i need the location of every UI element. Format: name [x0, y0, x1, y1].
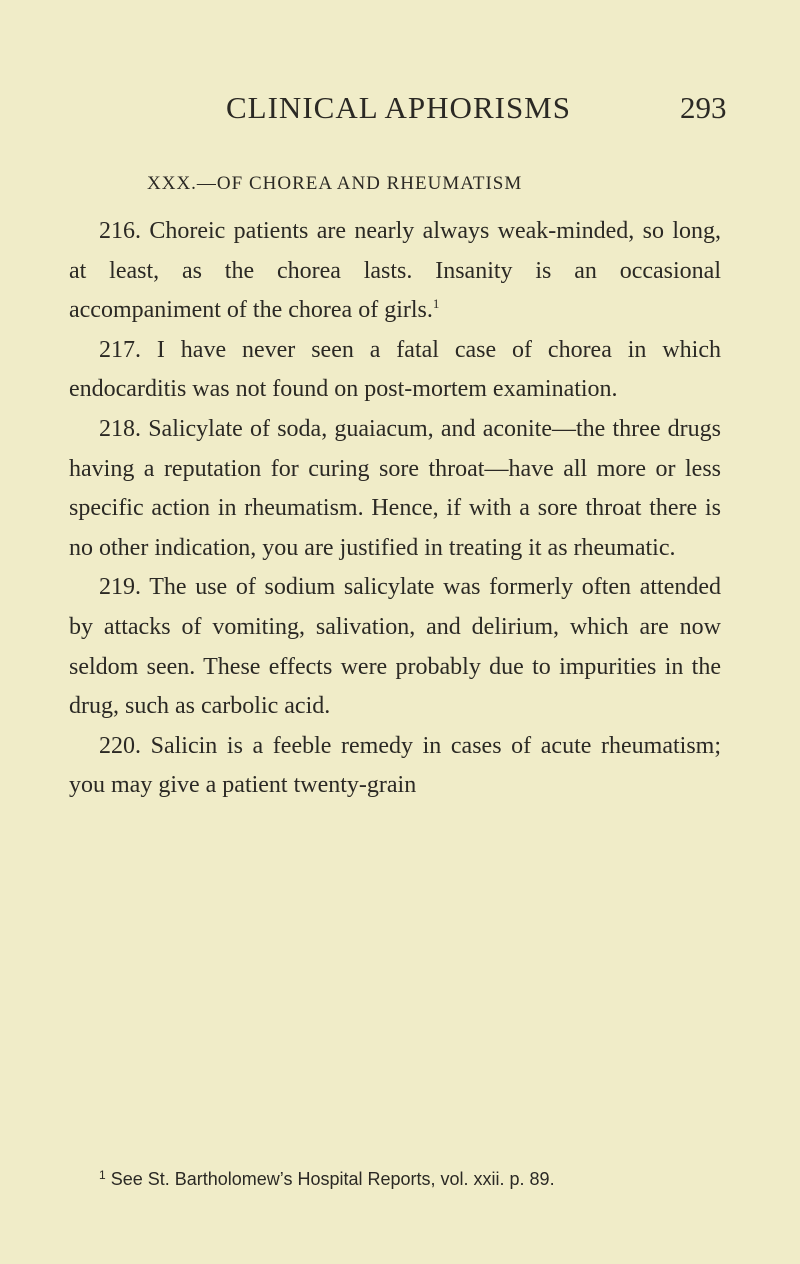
footnote-reference: 1 [432, 296, 440, 312]
footnote-mark: 1 [99, 1168, 106, 1182]
footnote [99, 1166, 739, 1192]
section-heading: XXX.—OF CHOREA AND RHEUMATISM [147, 173, 523, 194]
aphorism-216 [69, 212, 721, 331]
aphorism-216-text: 216. Choreic patients are nearly always weak-minded, so long, at least, as the chorea lasts. Insanity is an occasional accompaniment of the chorea of girls. [69, 218, 721, 324]
running-head [0, 86, 800, 130]
aphorism-219: 219. The use of sodium salicylate was formerly often attended by attacks of vomiting, salivation, and delirium, which are now seldom seen. These effects were probably due to impurities in the drug, such as carbolic acid. [69, 574, 721, 720]
footnote-text: See St. Bartholomew’s Hospital Reports, vol. xxii. p. 89. [110, 1169, 555, 1189]
aphorism-220: 220. Salicin is a feeble remedy in cases of acute rheumatism; you may give a patient twenty-grain [69, 732, 721, 799]
body-text [69, 212, 721, 806]
aphorism-217: 217. I have never seen a fatal case of chorea in which endocarditis was not found on post-mortem examination. [69, 336, 721, 403]
page-number: 293 [680, 90, 727, 125]
aphorism-218: 218. Salicylate of soda, guaiacum, and aconite—the three drugs having a reputation for curing sore throat—have all more or less specific action in rheumatism. Hence, if with a sore throat there is no other indication, you are justified in treating it as rheumatic. [69, 415, 721, 561]
running-title: CLINICAL APHORISMS [226, 90, 571, 125]
